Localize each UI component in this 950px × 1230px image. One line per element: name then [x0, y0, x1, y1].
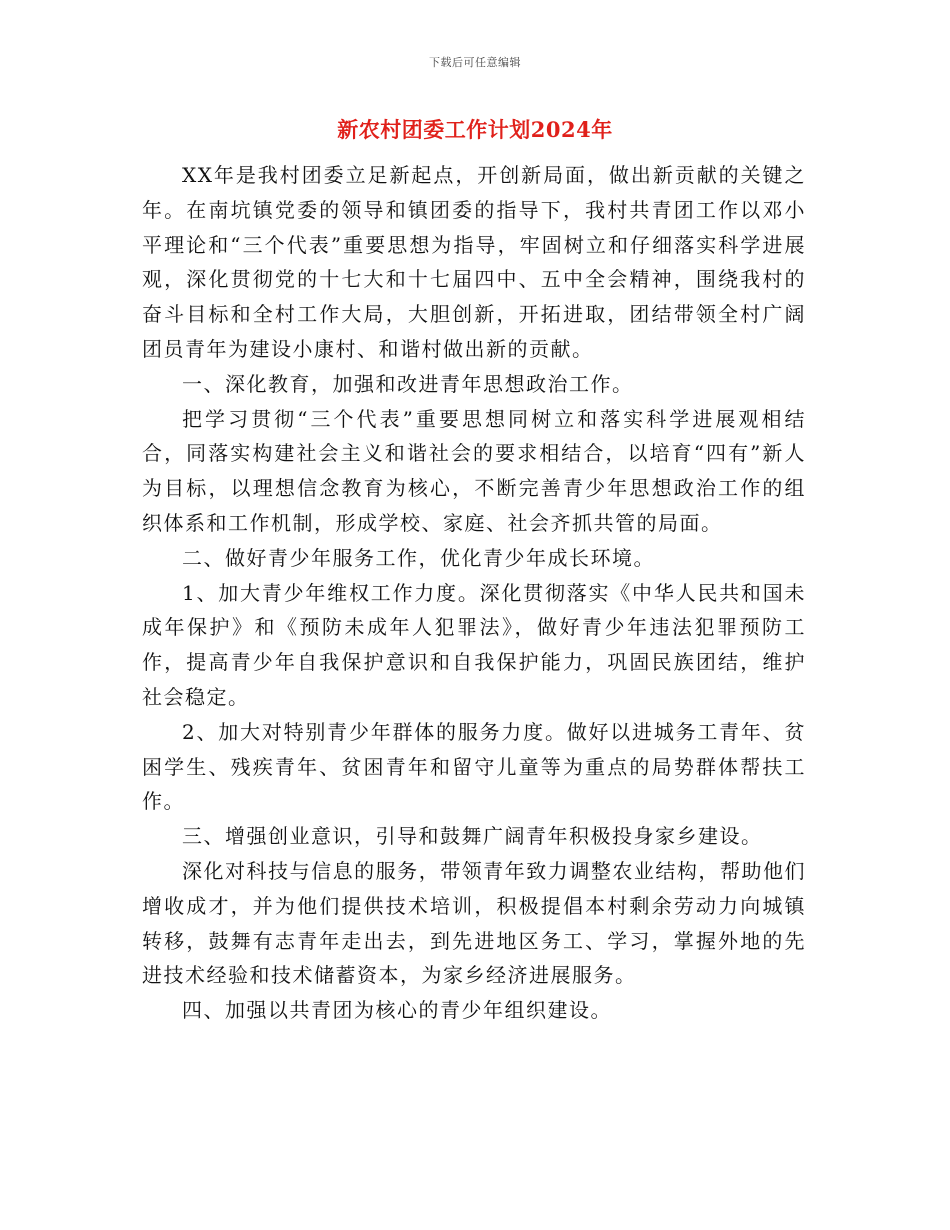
paragraph-section-3: 深化对科技与信息的服务，带领青年致力调整农业结构，帮助他们增收成才，并为他们提供技术培训，积极提倡本村剩余劳动力向城镇转移，鼓舞有志青年走出去，到先进地区务工、学习，掌握外地的先进技术经验和技术储蓄资本，为家乡经济进展服务。 [142, 858, 806, 988]
paragraph-item-1: 1、加大青少年维权工作力度。深化贯彻落实《中华人民共和国未成年保护》和《预防未成年人犯罪法》，做好青少年违法犯罪预防工作，提高青少年自我保护意识和自我保护能力，巩固民族团结，维护社会稳定。 [142, 580, 806, 709]
header-note: 下载后可任意编辑 [429, 56, 521, 69]
paragraph-item-2: 2、加大对特别青少年群体的服务力度。做好以进城务工青年、贫困学生、残疾青年、贫困青年和留守儿童等为重点的局势群体帮扶工作。 [142, 719, 806, 814]
paragraph-section-1: 把学习贯彻“三个代表”重要思想同树立和落实科学进展观相结合，同落实构建社会主义和谐社会的要求相结合，以培育“四有”新人为目标，以理想信念教育为核心，不断完善青少年思想政治工作的组织体系和工作机制，形成学校、家庭、社会齐抓共管的局面。 [142, 406, 806, 535]
section-heading-4: 四、加强以共青团为核心的青少年组织建设。 [182, 998, 612, 1023]
paragraph-intro: XX年是我村团委立足新起点，开创新局面，做出新贡献的关键之年。在南坑镇党委的领导和镇团委的指导下，我村共青团工作以邓小平理论和“三个代表”重要思想为指导，牢固树立和仔细落实科学进展观，深化贯彻党的十七大和十七届四中、五中全会精神，围绕我村的奋斗目标和全村工作大局，大胆创新，开拓进取，团结带领全村广阔团员青年为建设小康村、和谐村做出新的贡献。 [142, 163, 806, 361]
section-heading-2: 二、做好青少年服务工作，优化青少年成长环境。 [182, 545, 655, 570]
document-body [142, 158, 806, 1028]
section-heading-1: 一、深化教育，加强和改进青年思想政治工作。 [182, 371, 634, 396]
document-title: 新农村团委工作计划2024年 [337, 117, 613, 142]
section-heading-3: 三、增强创业意识，引导和鼓舞广阔青年积极投身家乡建设。 [182, 824, 763, 849]
